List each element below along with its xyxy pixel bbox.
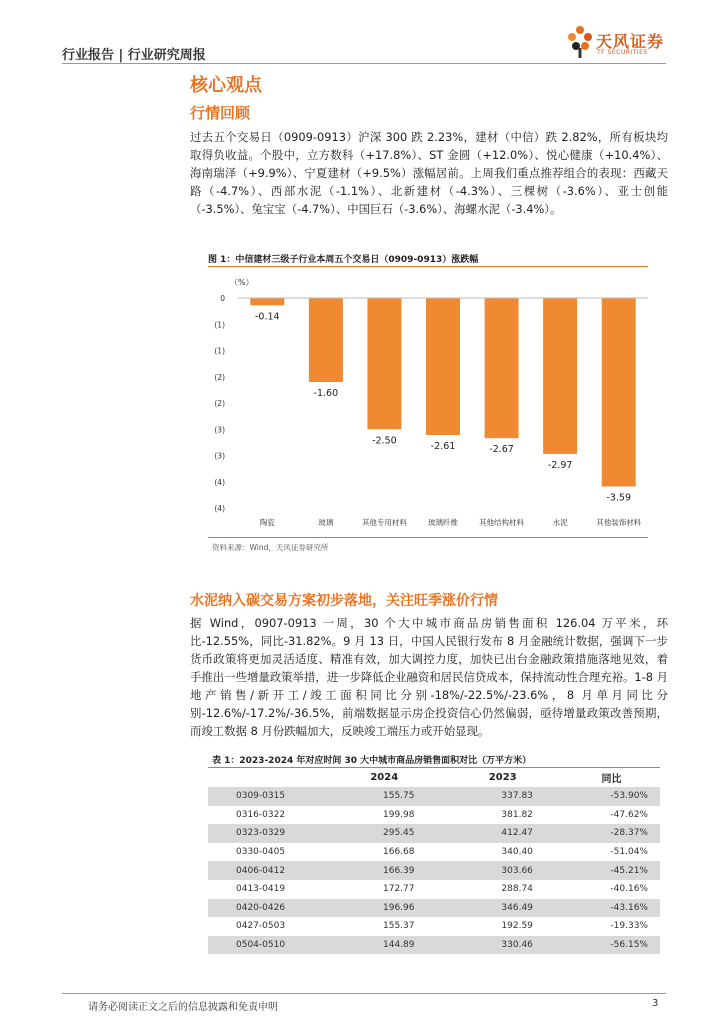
table-cell-2024: 166.39 [326,861,443,880]
logo-text: 天风证券 [596,32,665,51]
table-cell-2023: 192.59 [501,921,533,932]
table-title: 表 1：2023-2024 年对应时间 30 大中城市商品房销售面积对比（万平方米） [212,756,532,766]
table-row [208,899,660,918]
footer-divider [62,993,666,994]
table-cell-2023: 412.47 [443,824,563,843]
brand-logo [566,24,676,62]
y-tick-label: (3) [214,451,225,461]
bar-chart [200,268,650,536]
table-cell-yoy: -56.15% [563,936,660,955]
bar [602,298,636,486]
market-review-heading: 行情回顾 [190,104,251,122]
table-cell-yoy: -53.90% [563,787,660,806]
table-cell-yoy: -45.21% [563,861,660,880]
market-review-paragraph: 过去五个交易日（0909-0913）沪深 300 跌 2.23%，建材（中信）跌 2.82%，所有板块均取得负收益。个股中，立方数科（+17.8%）、ST 金圆（+12.0%）、悦心健康（+10.4%）、海南瑞泽（+9.9%）、宁夏建材（+9.5%）涨幅居前。上周我们重点推荐组合的表现：西藏天路（-4.7%）、西部水泥（-1.1%）、北新建材（-4.3%）、三棵树（-3.6%）、亚士创能（-3.5%）、兔宝宝（-4.7%）、中国巨石（-3.6%）、海螺水泥（-3.4%）。 [190,130,668,216]
table-cell-period: 0413-0419 [236,884,286,895]
table-cell-2024: 155.37 [383,921,415,932]
bar [367,298,401,429]
x-tick-label: 其他专用材料 [361,518,407,527]
x-tick-label: 陶瓷 [259,518,275,527]
logo-subtext: TF SECURITIES [597,49,648,56]
y-axis-unit-label: （%） [230,278,254,287]
table-cell-period: 0309-0315 [208,787,326,806]
table-row [208,861,660,880]
table-row [208,936,660,955]
table-cell-2024: 144.89 [326,936,443,955]
bar [426,298,460,435]
table-header-2023: 2023 [488,772,517,783]
table-cell-yoy: -47.62% [610,809,648,820]
x-tick-label: 玻璃纤维 [428,518,458,527]
y-tick-label: (4) [214,504,225,513]
y-tick-label: 0 [220,294,225,303]
table-row [208,917,660,936]
data-label: -0.14 [254,311,280,323]
figure-title: 图 1：中信建材三级子行业本周五个交易日（0909-0913）涨跌幅 [208,255,479,265]
table-row [208,843,660,862]
table-cell-2023: 303.66 [443,861,563,880]
table-row [208,787,660,806]
bar [250,298,284,305]
cement-paragraph: 据 Wind，0907-0913 一周，30 个大中城市商品房销售面积 126.04 万平米，环比-12.55%，同比-31.82%。9 月 13 日，中国人民银行发布 8 月金融统计数据，强调下一步货币政策将更加灵活适度、精准有效，加大调控力度，加快已出台金融政策措施落地见效，着手推出一些增量政策举措，进一步降低企业融资和居民信贷成本，保持流动性合理充裕。1-8 月地产销售/新开工/竣工面积同比分别-18%/-22.5%/-23.6%，8 月单月同比分别-12.6%/-17.2%/-36.5%，前端数据显示房企投资信心仍然偏弱，亟待增量政策改善预期，而竣工数据 8 月份跌幅加大，反映竣工端压力或开始显现。 [190,616,668,738]
data-label: -2.61 [430,441,456,453]
data-label: -2.67 [489,444,514,456]
table-cell-2023: 381.82 [501,809,533,820]
x-tick-label: 玻璃 [318,518,334,527]
table-cell-2024: 155.75 [326,787,443,806]
x-tick-label: 水泥 [552,518,568,527]
header-divider [62,63,666,64]
table-cell-yoy: -28.37% [563,824,660,843]
table-cell-2024: 199.98 [383,809,415,820]
data-label: -2.97 [547,459,573,471]
core-views-heading: 核心观点 [190,75,262,96]
figure-bottom-rule [208,537,648,538]
table-cell-period: 0420-0426 [208,899,326,918]
table-cell-yoy: -43.16% [563,899,660,918]
table-cell-period: 0504-0510 [208,936,326,955]
report-category: 行业报告 | 行业研究周报 [62,48,206,63]
table-cell-2023: 330.46 [443,936,563,955]
table-cell-yoy: -19.33% [610,921,648,932]
table-cell-yoy: -40.16% [610,884,648,895]
table-cell-2023: 288.74 [501,884,533,895]
table-cell-2023: 340.40 [501,847,533,858]
table-cell-2024: 196.96 [326,899,443,918]
table-cell-period: 0427-0503 [236,921,286,932]
table-row [208,806,660,825]
table-cell-2024: 166.68 [383,847,415,858]
table-cell-2024: 295.45 [326,824,443,843]
sales-area-table [208,768,660,954]
table-header-period [208,768,326,787]
section-heading: 水泥纳入碳交易方案初步落地，关注旺季涨价行情 [190,593,498,609]
bar [485,298,519,438]
figure-source: 资料来源：Wind，天风证券研究所 [212,543,329,552]
table-row [208,824,660,843]
y-tick-label: (2) [214,399,225,408]
table-cell-period: 0323-0329 [208,824,326,843]
table-cell-period: 0330-0405 [236,847,286,858]
data-label: -1.60 [313,388,339,399]
y-tick-label: (2) [214,372,225,382]
y-tick-label: (4) [214,477,225,487]
table-header-2024: 2024 [370,772,399,783]
table-cell-yoy: -51.04% [610,847,648,858]
page-number: 3 [652,998,659,1009]
table-cell-2023: 346.49 [443,899,563,918]
data-label: -3.59 [606,492,632,504]
data-label: -2.50 [372,435,397,447]
bar [543,298,577,454]
table-cell-2023: 337.83 [443,787,563,806]
table-header-row [208,768,660,787]
footer-disclaimer: 请务必阅读正文之后的信息披露和免责申明 [88,1002,278,1013]
table-cell-period: 0406-0412 [208,861,326,880]
table-header-yoy: 同比 [601,774,622,785]
x-tick-label: 其他装饰材料 [596,518,642,527]
x-tick-label: 其他结构材料 [479,518,525,527]
bar [309,298,343,382]
tf-flower-logo-icon [566,24,594,60]
y-tick-label: (1) [214,346,225,356]
table-cell-2024: 172.77 [383,884,415,895]
table-row [208,880,660,899]
y-tick-label: (1) [214,320,225,330]
table-cell-period: 0316-0322 [236,809,286,820]
figure-top-rule [208,266,648,267]
y-tick-label: (3) [214,425,225,435]
